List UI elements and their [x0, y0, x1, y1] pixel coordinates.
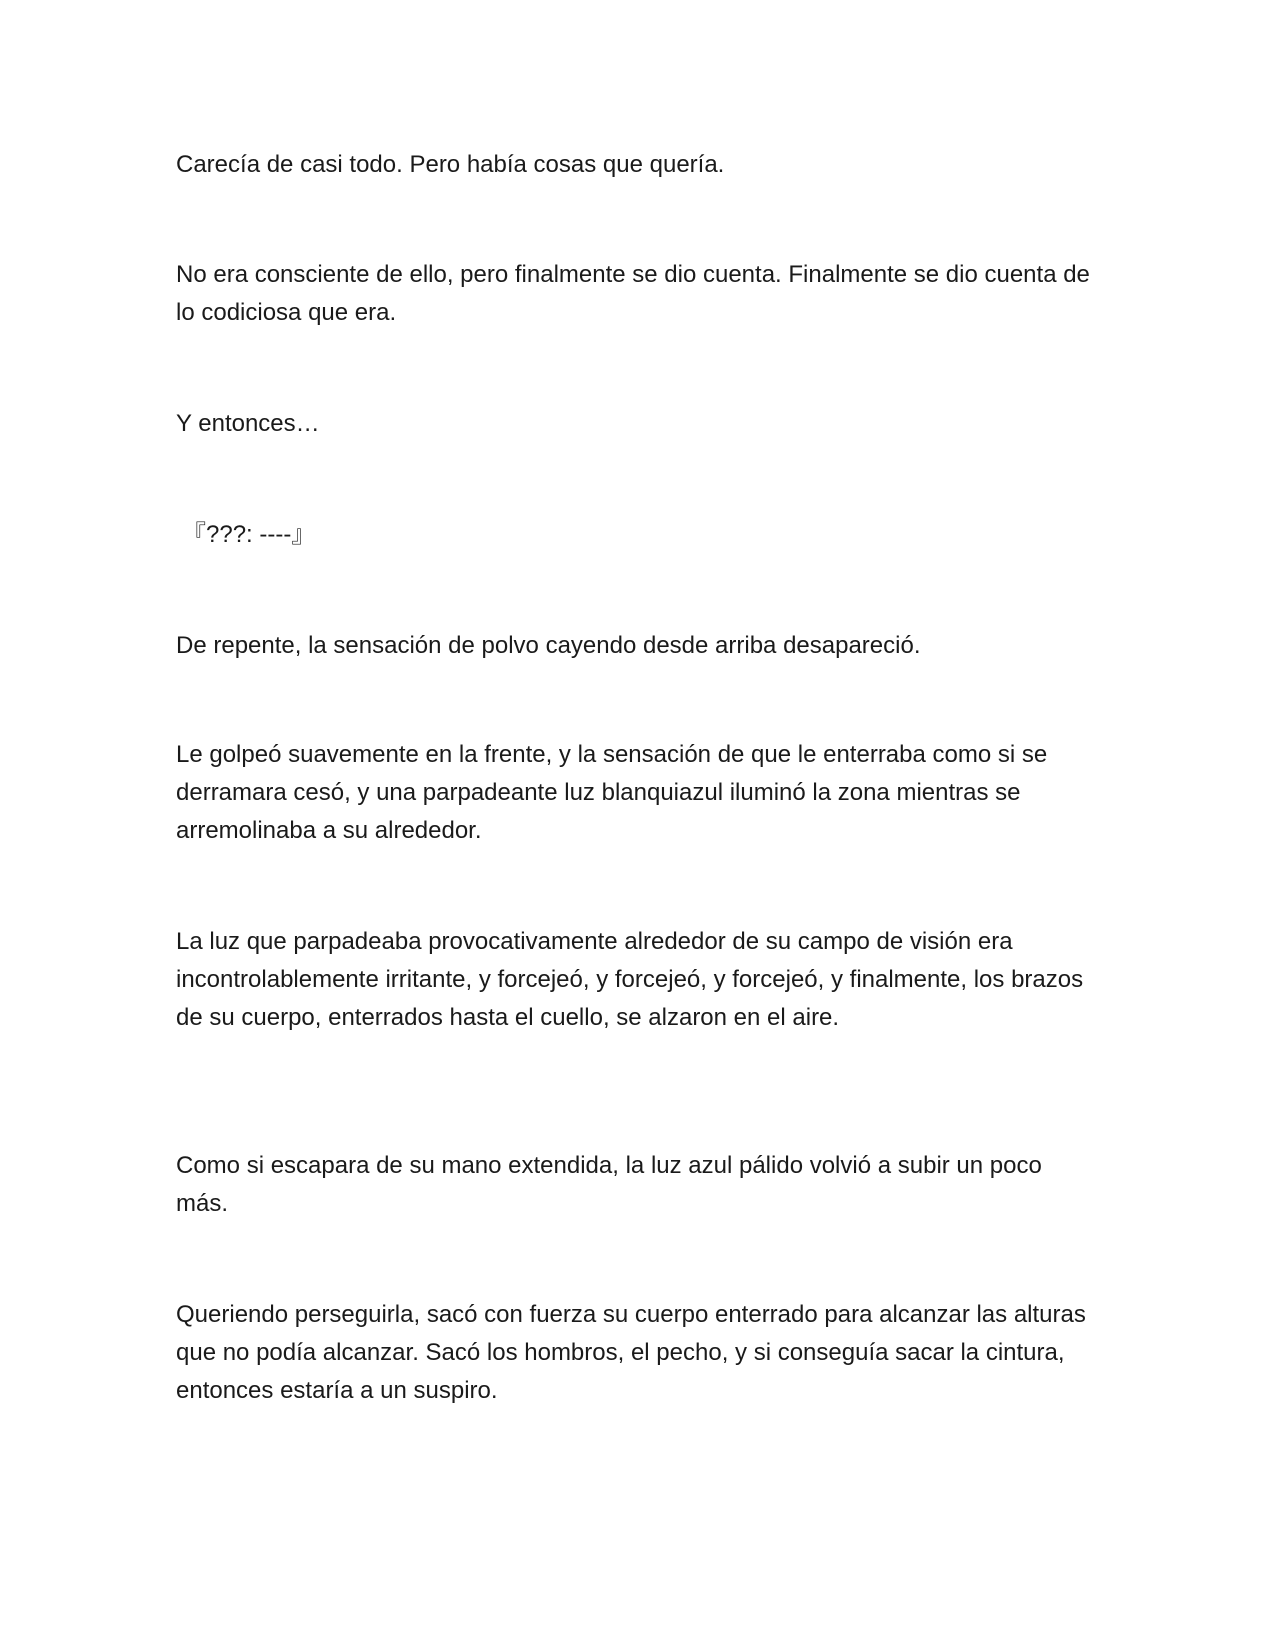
paragraph: Carecía de casi todo. Pero había cosas que quería. — [176, 151, 725, 178]
paragraph: Le golpeó suavemente en la frente, y la sensación de que le enterraba como si se derramara cesó, y una parpadeante luz blanquiazul iluminó la zona mientras se arremolinaba a su alrededor. — [176, 741, 1048, 844]
dialogue-line: 『???: ----』 — [182, 521, 316, 548]
paragraph: No era consciente de ello, pero finalmente se dio cuenta. Finalmente se dio cuenta de lo codiciosa que era. — [176, 261, 1090, 326]
paragraph: La luz que parpadeaba provocativamente alrededor de su campo de visión era incontrolablemente irritante, y forcejeó, y forcejeó, y forcejeó, y finalmente, los brazos de su cuerpo, enterrados hasta el cuello, se alzaron en el aire. — [176, 928, 1084, 1031]
paragraph: Como si escapara de su mano extendida, la luz azul pálido volvió a subir un poco más. — [176, 1152, 1042, 1217]
paragraph: De repente, la sensación de polvo cayendo desde arriba desapareció. — [176, 632, 921, 659]
paragraph: Y entonces… — [176, 410, 320, 437]
paragraph: Queriendo perseguirla, sacó con fuerza su cuerpo enterrado para alcanzar las alturas que no podía alcanzar. Sacó los hombros, el pecho, y si conseguía sacar la cintura, entonces estaría a un suspiro. — [176, 1301, 1086, 1404]
